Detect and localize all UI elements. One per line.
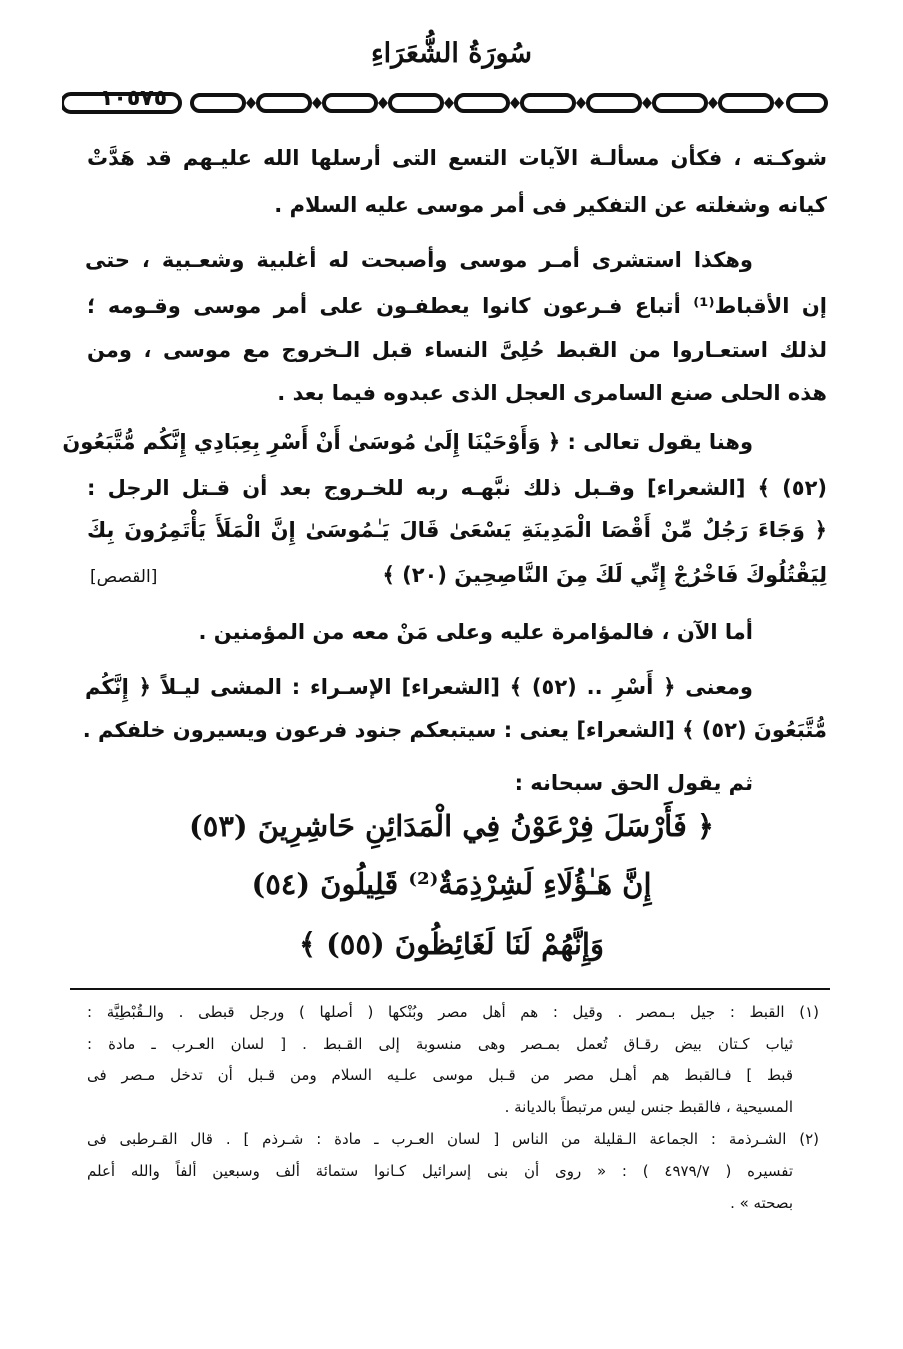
footnote-line: (٢) الشـرذمة : الجماعة الـقليلة من الناس [ لسان العـرب ـ مادة : شـرذم ] . قال القـرطبى فى <box>87 1130 819 1148</box>
source-reference: [القصص] <box>90 567 158 587</box>
footnote-line: (١) القبط : جيل بـمصر . وقيل : هم أهل مصر وبُنْكها ( أصلها ) ورجل قبطى . والـقُبْطِيَّة : <box>87 1003 819 1021</box>
text-line: ثم يقول الحق سبحانه : <box>514 771 753 795</box>
text-line: إن الأقباط⁽¹⁾ أتباع فـرعون كانوا يعطفـون على أمر موسى وقـومه ؛ <box>87 294 827 318</box>
text-line: ومعنى ﴿ أَسْرِ .. (٥٢) ﴾ [الشعراء] الإسـراء : المشى ليـلاً ﴿ إِنَّكُم <box>85 675 753 699</box>
text-line: كيانه وشغلته عن التفكير فى أمر موسى عليه السلام . <box>274 193 827 217</box>
text-line: وهنا يقول تعالى : ﴿ وَأَوْحَيْنَا إِلَىٰ مُوسَىٰ أَنْ أَسْرِ بِعِبَادِي إِنَّكُم مُّتَّبَعُونَ <box>62 430 753 454</box>
text-line: أما الآن ، فالمؤامرة عليه وعلى مَنْ معه من المؤمنين . <box>198 620 753 644</box>
text-line: مُّتَّبَعُونَ (٥٢) ﴾ [الشعراء] يعنى : سيتبعكم جنود فرعون ويسيرون خلفكم . <box>82 718 827 742</box>
text-line: وهكذا استشرى أمـر موسى وأصبحت له أغلبية وشعـبية ، حتى <box>85 248 753 272</box>
footnote-separator <box>70 988 830 990</box>
text-line: لذلك استعـاروا من القبط حُلِىَّ النساء قبل الـخروج مع موسى ، ومن <box>87 338 827 362</box>
footnote-line: ثياب كـتان بيض رقـاق تُعمل بمـصر وهى منسوبة إلى القـبط . [ لسان العـرب ـ مادة : <box>87 1035 793 1053</box>
text-line: (٥٢) ﴾ [الشعراء] وقـبل ذلك نبَّهـه ربه للخـروج بعد أن قـتل الرجل : <box>87 476 827 500</box>
footnote-line: قبط ] فـالقبط هم أهـل مصر من قـبل موسى علـيه السلام ومن قـبل أن تدخل مـصر فى <box>87 1066 793 1084</box>
quran-verse: وَإِنَّهُمْ لَنَا لَغَائِظُونَ (٥٥) ﴾ <box>298 927 604 961</box>
footnote-line: بصحته » . <box>730 1194 793 1212</box>
header-ornament <box>62 88 830 118</box>
text-line: لِيَقْتُلُوكَ فَاخْرُجْ إِنِّي لَكَ مِنَ النَّاصِحِينَ (٢٠) ﴾ <box>382 563 827 587</box>
text-line: هذه الحلى صنع السامرى العجل الذى عبدوه فيما بعد . <box>277 381 827 405</box>
page-number: ١٠٥٧٥ <box>100 86 168 111</box>
quran-verse: إِنَّ هَـٰؤُلَاءِ لَشِرْذِمَةٌ⁽²⁾ قَلِيلُونَ (٥٤) <box>251 867 652 901</box>
quran-verse: ﴿ فَأَرْسَلَ فِرْعَوْنُ فِي الْمَدَائِنِ حَاشِرِينَ (٥٣) <box>189 809 714 843</box>
surah-title: سُورَةُ الشُّعَرَاءِ <box>370 38 533 69</box>
footnote-line: المسيحية ، فالقبط جنس ليس مرتبطاً بالديانة . <box>504 1098 793 1116</box>
footnote-line: تفسيره ( ٤٩٧٩/٧ ) : « روى أن بنى إسرائيل كـانوا ستمائة ألف وسبعين ألفاً والله أعلم <box>87 1162 793 1180</box>
text-line: ﴿ وَجَاءَ رَجُلٌ مِّنْ أَقْصَا الْمَدِينَةِ يَسْعَىٰ قَالَ يَـٰمُوسَىٰ إِنَّ الْمَلَأَ يَأْتَمِرُونَ بِكَ <box>87 518 827 542</box>
text-line: شوكـته ، فكأن مسألـة الآيات التسع التى أرسلها الله عليـهم قد هَدَّتْ <box>87 146 827 170</box>
